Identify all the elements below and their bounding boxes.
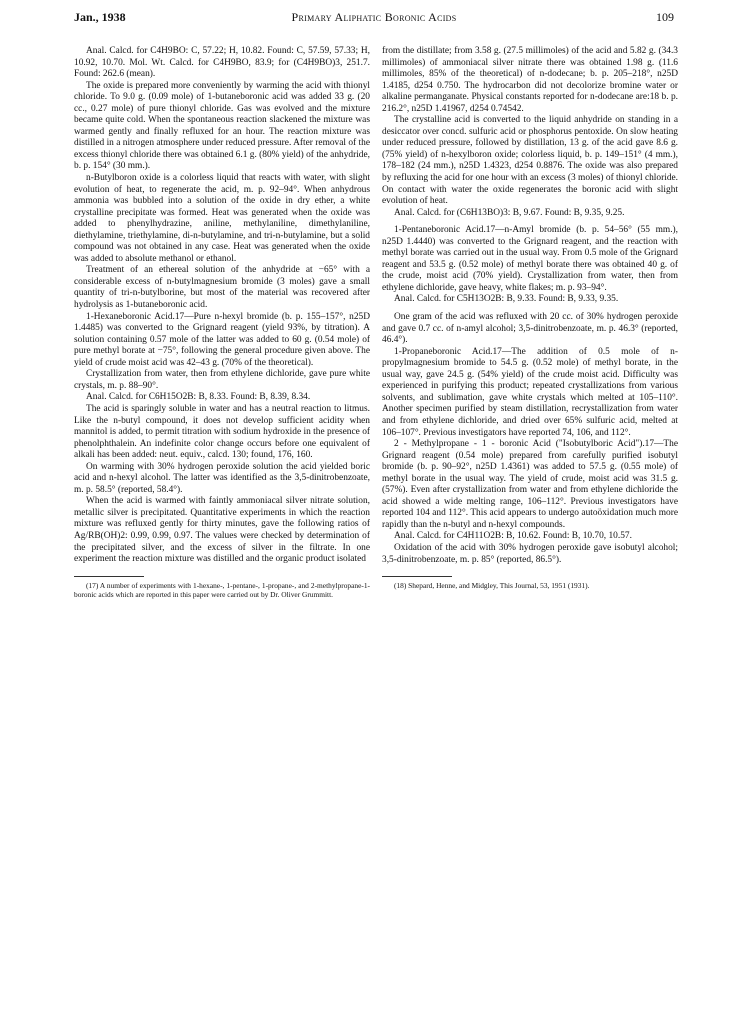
analysis-paragraph: Anal. Calcd. for C4H11O2B: B, 10.62. Found: B, 10.70, 10.57. xyxy=(394,531,632,542)
body-paragraph: Crystallization from water, then from ethylene dichloride, gave pure white crystals, m. p. 88–90°. xyxy=(74,369,370,391)
analysis-paragraph: Anal. Calcd. for C5H13O2B: B, 9.33. Found: B, 9.33, 9.35. xyxy=(394,294,619,305)
body-paragraph: The crystalline acid is converted to the liquid anhydride on standing in a desiccator over concd. sulfuric acid or phosphorus pentoxide. On slow heating under reduced pressure, followed by distillation, 13 g. of the acid gave 8.6 g. (75% yield) of n-hexylboron oxide; colorless liquid, b. p. 149–151° (4 mm.), 178–182 (24 mm.), n25D 1.4323, d254 0.8876. The oxide was also prepared by refluxing the acid for one hour with an excess (3 moles) of thionyl chloride. On contact with water the oxide regenerates the boronic acid with slight evolution of heat. xyxy=(382,115,679,207)
footnote-divider xyxy=(74,576,144,577)
body-paragraph: The oxide is prepared more conveniently by warming the acid with thionyl chloride. To 9.0 g. (0.09 mole) of 1-butaneboronic acid was added 33 g. (20 cc., 0.27 mole) of pure thionyl chloride. Gas was evolved and the mixture became quite cold. When the spontaneous reaction slackened the mixture was warmed gently and finally refluxed for an hour. The reaction mixture was distilled in a nitrogen atmosphere under reduced pressure. After removal of the excess thionyl chloride there was obtained 6.1 g. (80% yield) of the anhydride, b. p. 154° (30 mm.). xyxy=(74,80,370,172)
analysis-paragraph: Anal. Calcd. for (C6H13BO)3: B, 9.67. Found: B, 9.35, 9.25. xyxy=(394,207,625,218)
body-paragraph: n-Butylboron oxide is a colorless liquid that reacts with water, with slight evolution of heat, to regenerate the acid, m. p. 92–94°. When anhydrous ammonia was bubbled into a solution of the oxide in dry ether, a white crystalline precipitate was formed. Heat was generated when the oxide was added to phenylhydrazine, aniline, methylaniline, dimethylaniline, diethylamine, triethylamine, di-n-butylamine, and tri-n-butylamine, but a solid compound was not obtained in any case. Heat was generated when the oxide was added to absolute methanol or ethanol. xyxy=(74,173,370,264)
section-methylpropane-boronic-acid: 2 - Methylpropane - 1 - boronic Acid ("Isobutylboric Acid").17—The Grignard reagent (0.54 mole) prepared from carefully purified isobutyl bromide (b. p. 90–92°, n25D 1.4361) was added to 57.5 g. (0.55 mole) of methyl borate in the usual way. The yield of crude, moist acid was 31.5 g. (57%). Even after crystallization from water and from ethylene dichloride the acid showed a wide melting range, 106–112°. Previous investigators have reported 104 and 112°. This acid appears to undergo autoöxidation much more rapidly than the n-butyl and n-hexyl compounds. xyxy=(382,439,678,530)
body-paragraph: Treatment of an ethereal solution of the anhydride at −65° with a considerable excess of n-butylmagnesium bromide (3 moles) gave a small quantity of tri-n-butylborine, but most of the material was recovered after hydrolysis as 1-butaneboronic acid. xyxy=(74,265,370,311)
body-paragraph: When the acid is warmed with faintly ammoniacal silver nitrate solution, metallic silver is precipitated. Quantitative experiments in which the reaction mixture was refluxed gently for thirty minutes, gave the following ratios of Ag/RB(OH)2: 0.99, 0.99, 0.97. The values were checked by determination of the precipitated silver, and the excess of silver in the filtrate. In one experiment the reaction mixture was distilled and the organic product isolated xyxy=(74,496,370,565)
section-propaneboronic-acid: 1-Propaneboronic Acid.17—The addition of 0.5 mole of n-propylmagnesium bromide to 54.5 g. (0.52 mole) of methyl borate, in the usual way, gave 24.5 g. (54% yield) of the crude moist acid. Difficulty was experienced in purifying this product; repeated crystallizations from various solvents, and sublimation, gave white crystals which melted at 105–110°. Another specimen purified by steam distillation, recrystallization from water and from ethylene dichloride, and dried over 65% sulfuric acid, melted at 106–107°. Previous investigators have reported 74, 106, and 112°. xyxy=(382,346,678,438)
body-paragraph: Oxidation of the acid with 30% hydrogen peroxide gave isobutyl alcohol; 3,5-dinitrobenzoate, m. p. 85° (reported, 86.5°). xyxy=(382,542,678,565)
footnote-divider xyxy=(382,576,452,577)
body-paragraph: On warming with 30% hydrogen peroxide solution the acid yielded boric acid and n-hexyl alcohol. The latter was identified as the 3,5-dinitrobenzoate, m. p. 58.5° (reported, 58.4°). xyxy=(74,461,370,495)
section-pentaneboronic-acid: 1-Pentaneboronic Acid.17—n-Amyl bromide (b. p. 54–56° (55 mm.), n25D 1.4440) was converted to the Grignard reagent, and the reaction with methyl borate was carried out in the usual way. From 0.5 mole of the Grignard reagent and 53.5 g. (0.52 mole) of methyl borate there was obtained 40 g. of the crude, moist acid (70% yield). Crystallization from water, then from ethylene dichloride, gave heavy, white flakes; m. p. 93–94°. xyxy=(382,225,678,293)
body-paragraph: The acid is sparingly soluble in water and has a neutral reaction to litmus. Like the n-butyl compound, it does not develop sufficient acidity when mannitol is added, to permit titration with sodium hydroxide in the presence of phenolphthalein. An indefinite color change occurs before one equivalent of alkali has been added: neut. equiv., calcd. 130; found, 176, 160. xyxy=(74,403,370,461)
footnote-17: (17) A number of experiments with 1-hexane-, 1-pentane-, 1-propane-, and 2-methylpropane-1-boronic acids which are reported in this paper were carried out by Dr. Oliver Grummitt. xyxy=(74,580,370,599)
running-header xyxy=(74,10,674,32)
analysis-paragraph: Anal. Calcd. for C4H9BO: C, 57.22; H, 10.82. Found: C, 57.59, 57.33; H, 10.92, 10.70. Mol. Wt. Calcd. for C4H9BO, 83.9; for (C4H9BO)3, 251.7. Found: 262.6 (mean). xyxy=(74,46,370,80)
footnote-18: (18) Shepard, Henne, and Midgley, This Journal, 53, 1951 (1931). xyxy=(394,581,590,591)
body-paragraph: One gram of the acid was refluxed with 20 cc. of 30% hydrogen peroxide and gave 0.7 cc. of n-amyl alcohol; 3,5-dinitrobenzoate, m. p. 46.3° (reported, 46.4°). xyxy=(382,312,678,346)
header-title: Primary Aliphatic Boronic Acids xyxy=(291,10,457,24)
body-paragraph: from the distillate; from 3.58 g. (27.5 millimoles) of the acid and 5.82 g. (34.3 millimoles) of ammoniacal silver nitrate there was obtained 1.98 g. (11.6 millimoles, 85% of the theoretical) of n-dodecane; b. p. 205–218°, n25D 1.4185, d254 0.750. The hydrocarbon did not decolorize bromine water or alkaline permanganate. Physical constants reported for n-dodecane are:18 b. p. 216.2°, n25D 1.41967, d254 0.74542. xyxy=(382,46,678,114)
section-hexaneboronic-acid: 1-Hexaneboronic Acid.17—Pure n-hexyl bromide (b. p. 155–157°, n25D 1.4485) was converted to the Grignard reagent (yield 93%, by titration). A solution containing 0.57 mole of the latter was added to 60 g. (0.54 mole) of pure methyl borate at −75°, following the general procedure given above. The yield of crude moist acid was 42–43 g. (70% of the theoretical). xyxy=(74,311,370,368)
header-date: Jan., 1938 xyxy=(74,10,126,24)
right-column xyxy=(382,46,678,590)
page-number: 109 xyxy=(656,10,674,24)
analysis-paragraph: Anal. Calcd. for C6H15O2B: B, 8.33. Found: B, 8.39, 8.34. xyxy=(86,392,311,403)
left-column xyxy=(74,46,370,599)
